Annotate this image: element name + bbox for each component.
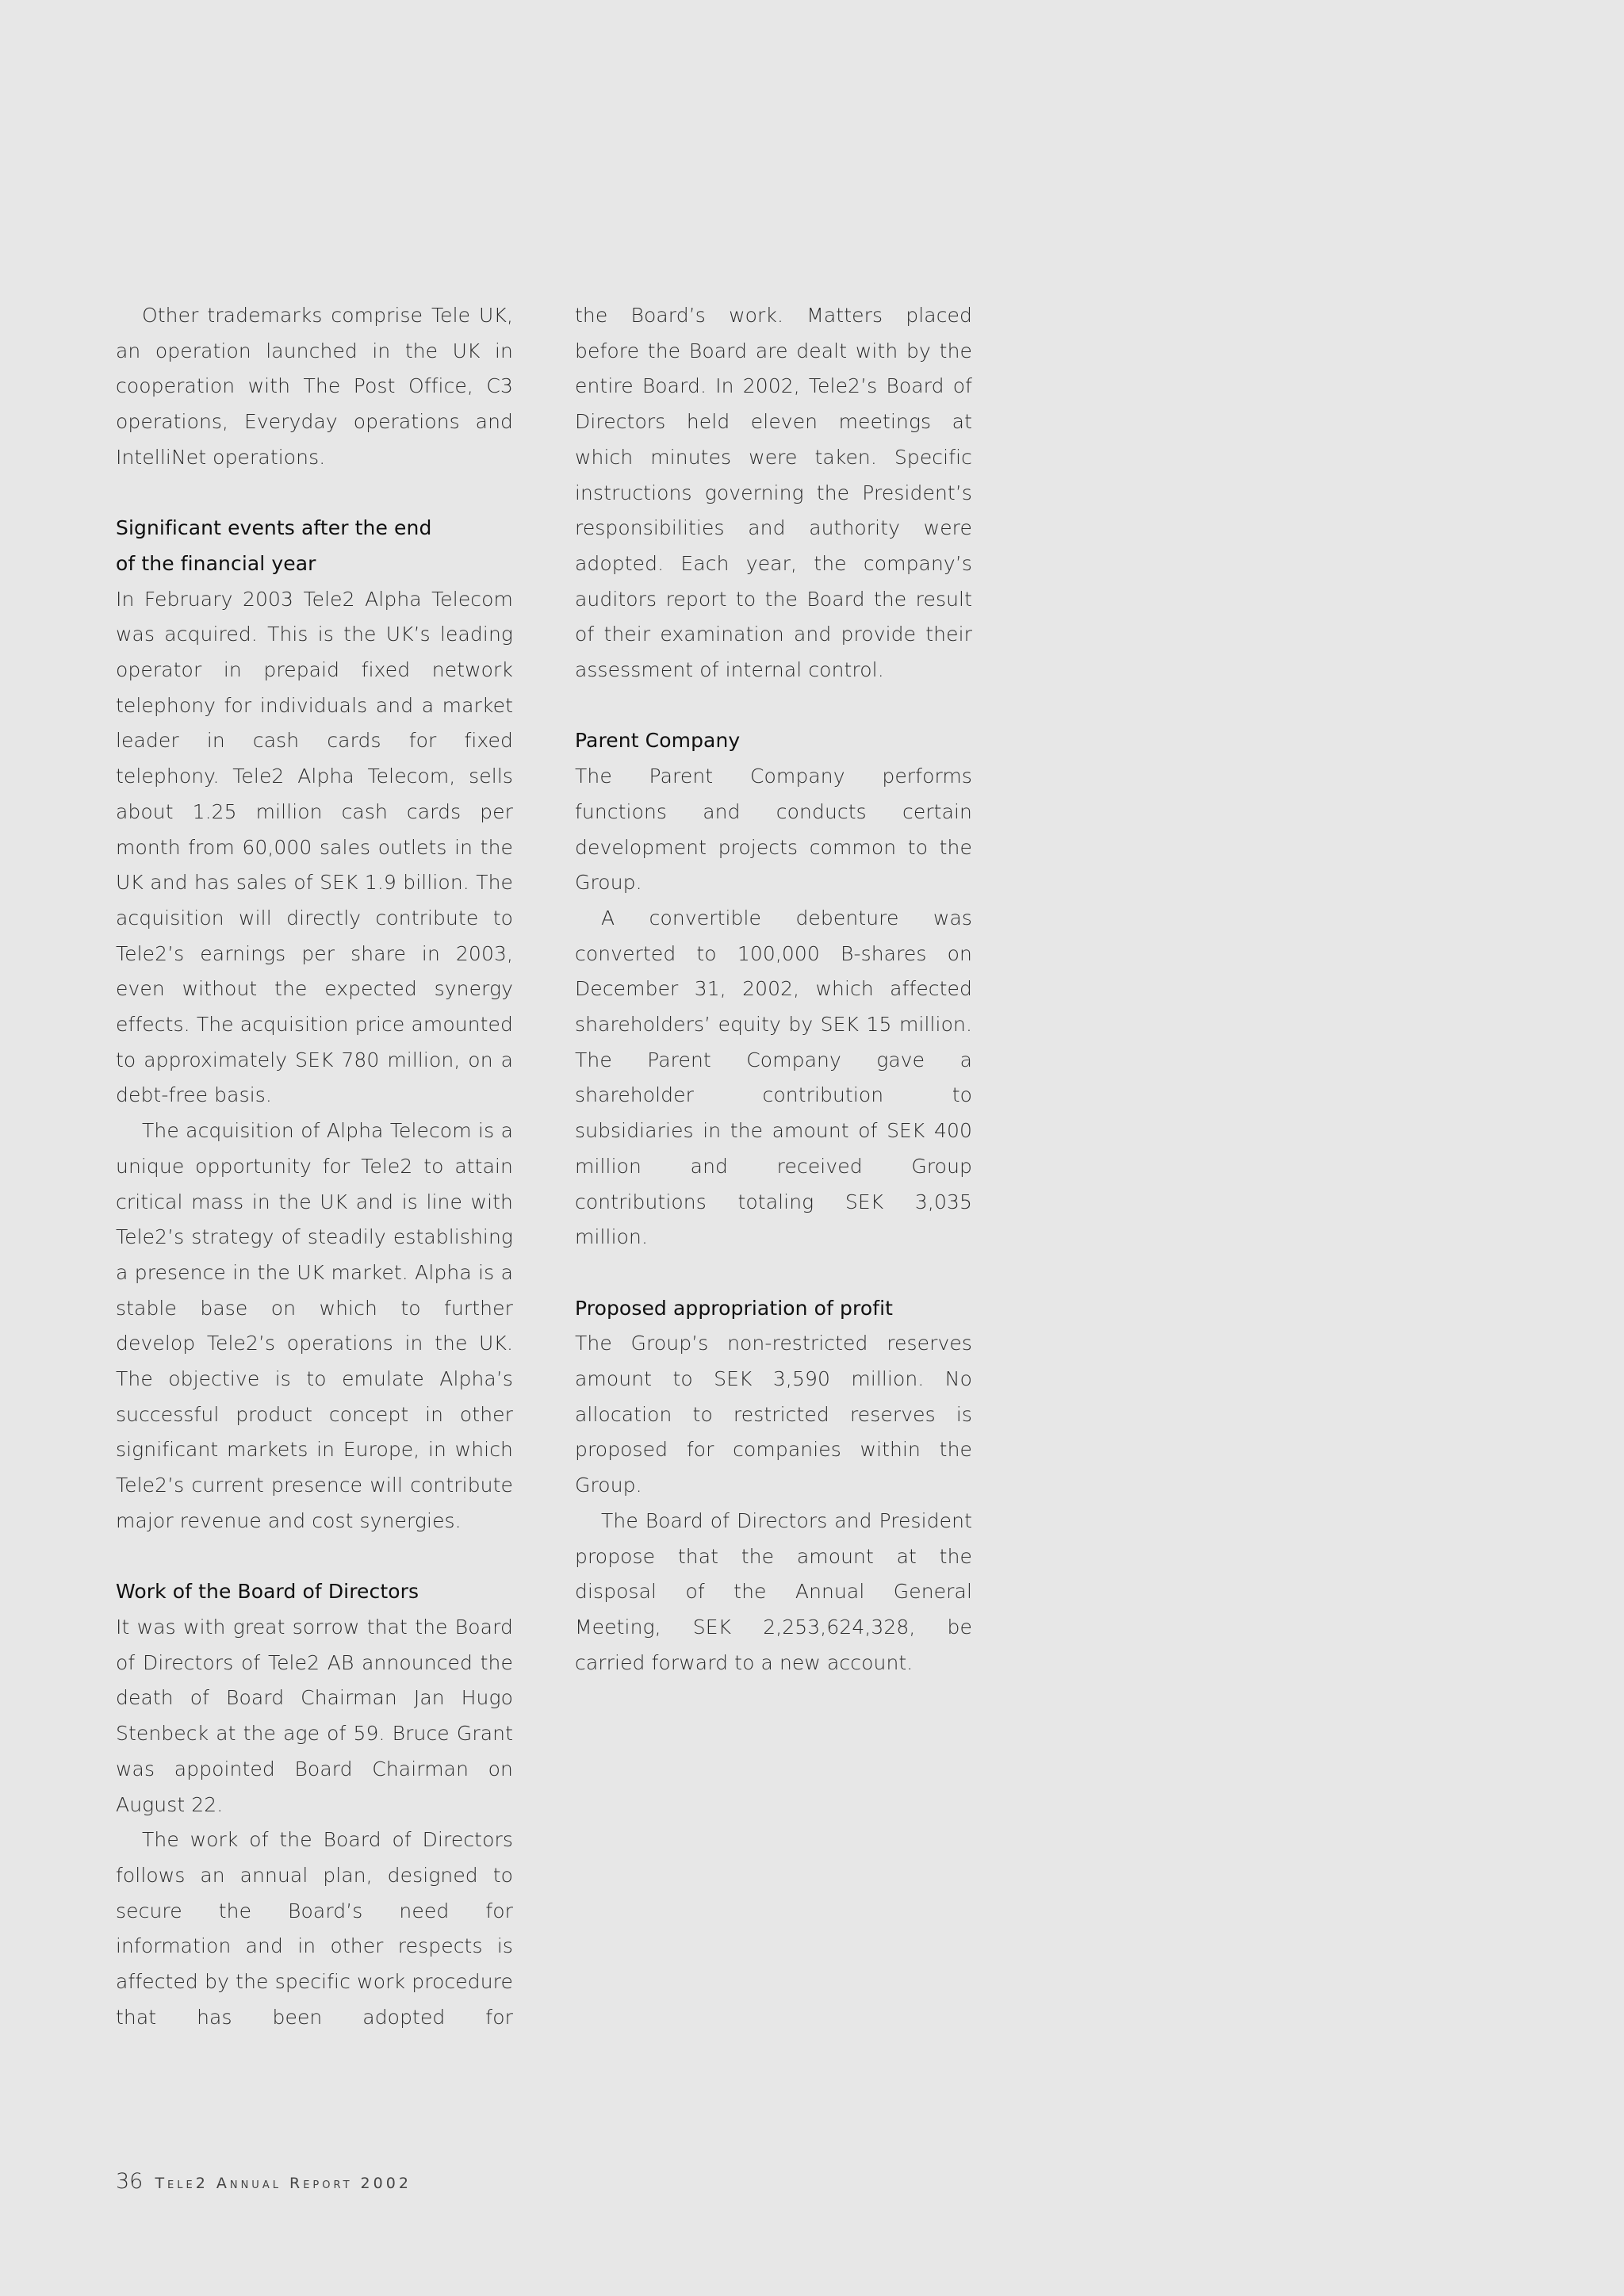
body-paragraph: the Board’s work. Matters placed before the Board are dealt with by the entire Board. In 2002, Tele2’s Board of Directors held eleven meetings at which minutes were taken. Specific instructions governing the President’s responsibilities and authority were adopted. Each year, the company’s auditors report to the Board the result of their examination and provide their assessment of internal control. (575, 304, 972, 682)
section-heading: Proposed appropriation of profit (575, 1296, 894, 1320)
page-content (116, 298, 972, 2029)
body-paragraph: A convertible debenture was converted to 100,000 B-shares on December 31, 2002, which affected shareholders’ equity by SEK 15 million. The Parent Company gave a shareholder contribution to subsidiaries in the amount of SEK 400 million and received Group contributions totaling SEK 3,035 million. (575, 906, 972, 1249)
body-paragraph: The Board of Directors and President propose that the amount at the disposal of the Annual General Meeting, SEK 2,253,624,328, be carried forward to a new account. (575, 1508, 972, 1674)
right-column (575, 298, 972, 1681)
body-paragraph: In February 2003 Tele2 Alpha Telecom was acquired. This is the UK’s leading operator in prepaid fixed network telephony for individuals and a market leader in cash cards for fixed telephony. Tele2 Alpha Telecom, sells about 1.25 million cash cards per month from 60,000 sales outlets in the UK and has sales of SEK 1.9 billion. The acquisition will directly contribute to Tele2’s earnings per share in 2003, even without the expected synergy effects. The acquisition price amounted to approximately SEK 780 million, on a debt-free basis. (116, 587, 513, 1107)
body-paragraph: The Parent Company performs functions and conducts certain development projects common to the Group. (575, 765, 972, 895)
running-title: Tele2 Annual Report 2002 (155, 2175, 412, 2192)
body-paragraph: The work of the Board of Directors follows an annual plan, designed to secure the Board’s need for information and in other respects is affected by the specific work procedure that has been adopted for (116, 1828, 513, 2029)
body-paragraph: It was with great sorrow that the Board of Directors of Tele2 AB announced the death of Board Chairman Jan Hugo Stenbeck at the age of 59. Bruce Grant was appointed Board Chairman on August 22. (116, 1615, 513, 1816)
section-heading-line: Significant events after the end (116, 516, 432, 540)
section-heading (116, 511, 513, 581)
body-paragraph: The Group’s non-restricted reserves amount to SEK 3,590 million. No allocation to restricted reserves is proposed for companies within the Group. (575, 1332, 972, 1497)
paragraph-gap (116, 1539, 513, 1575)
page-footer (116, 2169, 412, 2194)
left-column (116, 298, 513, 2035)
body-paragraph: The acquisition of Alpha Telecom is a unique opportunity for Tele2 to attain critical mass in the UK and is line with Tele2’s strategy of steadily establishing a presence in the UK market. Alpha is a stable base on which to further develop Tele2’s operations in the UK. The objective is to emulate Alpha’s successful product concept in other significant markets in Europe, in which Tele2’s current presence will contribute major revenue and cost synergies. (116, 1119, 513, 1532)
page-number: 36 (116, 2169, 144, 2194)
paragraph-gap (575, 688, 972, 724)
section-heading: Work of the Board of Directors (116, 1580, 419, 1604)
paragraph-gap (116, 476, 513, 512)
section-heading: Parent Company (575, 729, 741, 753)
paragraph-gap (575, 1255, 972, 1291)
body-paragraph: Other trademarks comprise Tele UK, an operation launched in the UK in cooperation with The Post Office, C3 operations, Everyday operations and IntelliNet operations. (116, 304, 513, 469)
section-heading-line: of the financial year (116, 551, 316, 575)
